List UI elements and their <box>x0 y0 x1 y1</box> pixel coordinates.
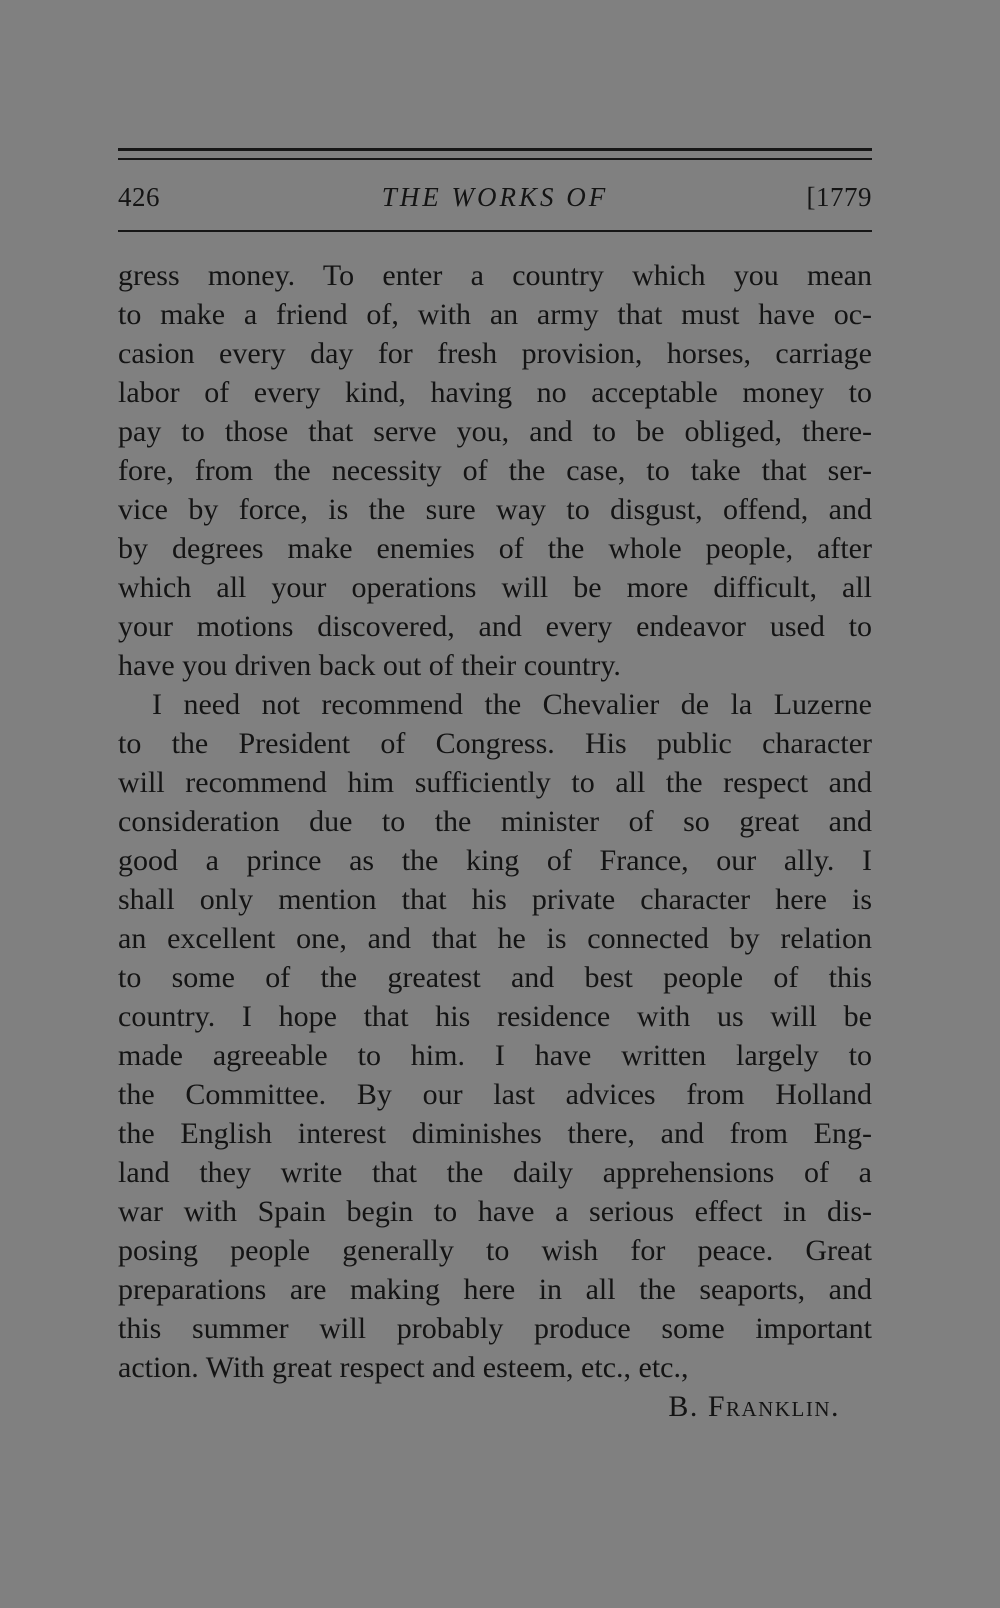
text-line: labor of every kind, having no acceptable money to <box>118 376 872 409</box>
text-line: land they write that the daily apprehensions of a <box>118 1156 872 1189</box>
text-line: country. I hope that his residence with us will be <box>118 1000 872 1033</box>
header-rule-thick <box>118 148 872 151</box>
text-line: casion every day for fresh provision, horses, carriage <box>118 337 872 370</box>
text-line: good a prince as the king of France, our ally. I <box>118 844 872 877</box>
text-line: to some of the greatest and best people of this <box>118 961 872 994</box>
header-rule-bottom <box>118 230 872 232</box>
paragraph <box>118 256 872 685</box>
running-title: THE WORKS OF <box>381 182 609 212</box>
page-number: 426 <box>118 182 160 212</box>
text-line: preparations are making here in all the seaports, and <box>118 1273 872 1306</box>
text-line: by degrees make enemies of the whole people, after <box>118 532 872 565</box>
text-line: the English interest diminishes there, and from Eng- <box>118 1117 872 1150</box>
text-line: have you driven back out of their country. <box>118 649 621 682</box>
running-header <box>118 177 872 217</box>
book-page <box>118 0 872 1608</box>
text-line: pay to those that serve you, and to be obliged, there- <box>118 415 872 448</box>
text-line: this summer will probably produce some important <box>118 1312 872 1345</box>
letter-body <box>118 256 872 1426</box>
text-line: to the President of Congress. His public character <box>118 727 872 760</box>
header-rule-thin <box>118 158 872 160</box>
text-line: consideration due to the minister of so great and <box>118 805 872 838</box>
running-year: [1779 <box>806 182 872 212</box>
text-line: your motions discovered, and every endeavor used to <box>118 610 872 643</box>
text-line: made agreeable to him. I have written largely to <box>118 1039 872 1072</box>
text-line: an excellent one, and that he is connected by relation <box>118 922 872 955</box>
text-line: action. With great respect and esteem, etc., etc., <box>118 1351 689 1384</box>
text-line: will recommend him sufficiently to all the respect and <box>118 766 872 799</box>
text-line: vice by force, is the sure way to disgust, offend, and <box>118 493 872 526</box>
text-line: fore, from the necessity of the case, to take that ser- <box>118 454 872 487</box>
text-line: war with Spain begin to have a serious effect in dis- <box>118 1195 872 1228</box>
text-line: gress money. To enter a country which you mean <box>118 259 872 292</box>
text-line: the Committee. By our last advices from Holland <box>118 1078 872 1111</box>
text-line: shall only mention that his private character here is <box>118 883 872 916</box>
text-line: posing people generally to wish for peace. Great <box>118 1234 872 1267</box>
text-line: to make a friend of, with an army that must have oc- <box>118 298 872 331</box>
paragraph <box>118 685 872 1387</box>
text-line: I need not recommend the Chevalier de la Luzerne <box>152 688 872 721</box>
signature: B. Franklin. <box>668 1390 840 1423</box>
text-line: which all your operations will be more difficult, all <box>118 571 872 604</box>
